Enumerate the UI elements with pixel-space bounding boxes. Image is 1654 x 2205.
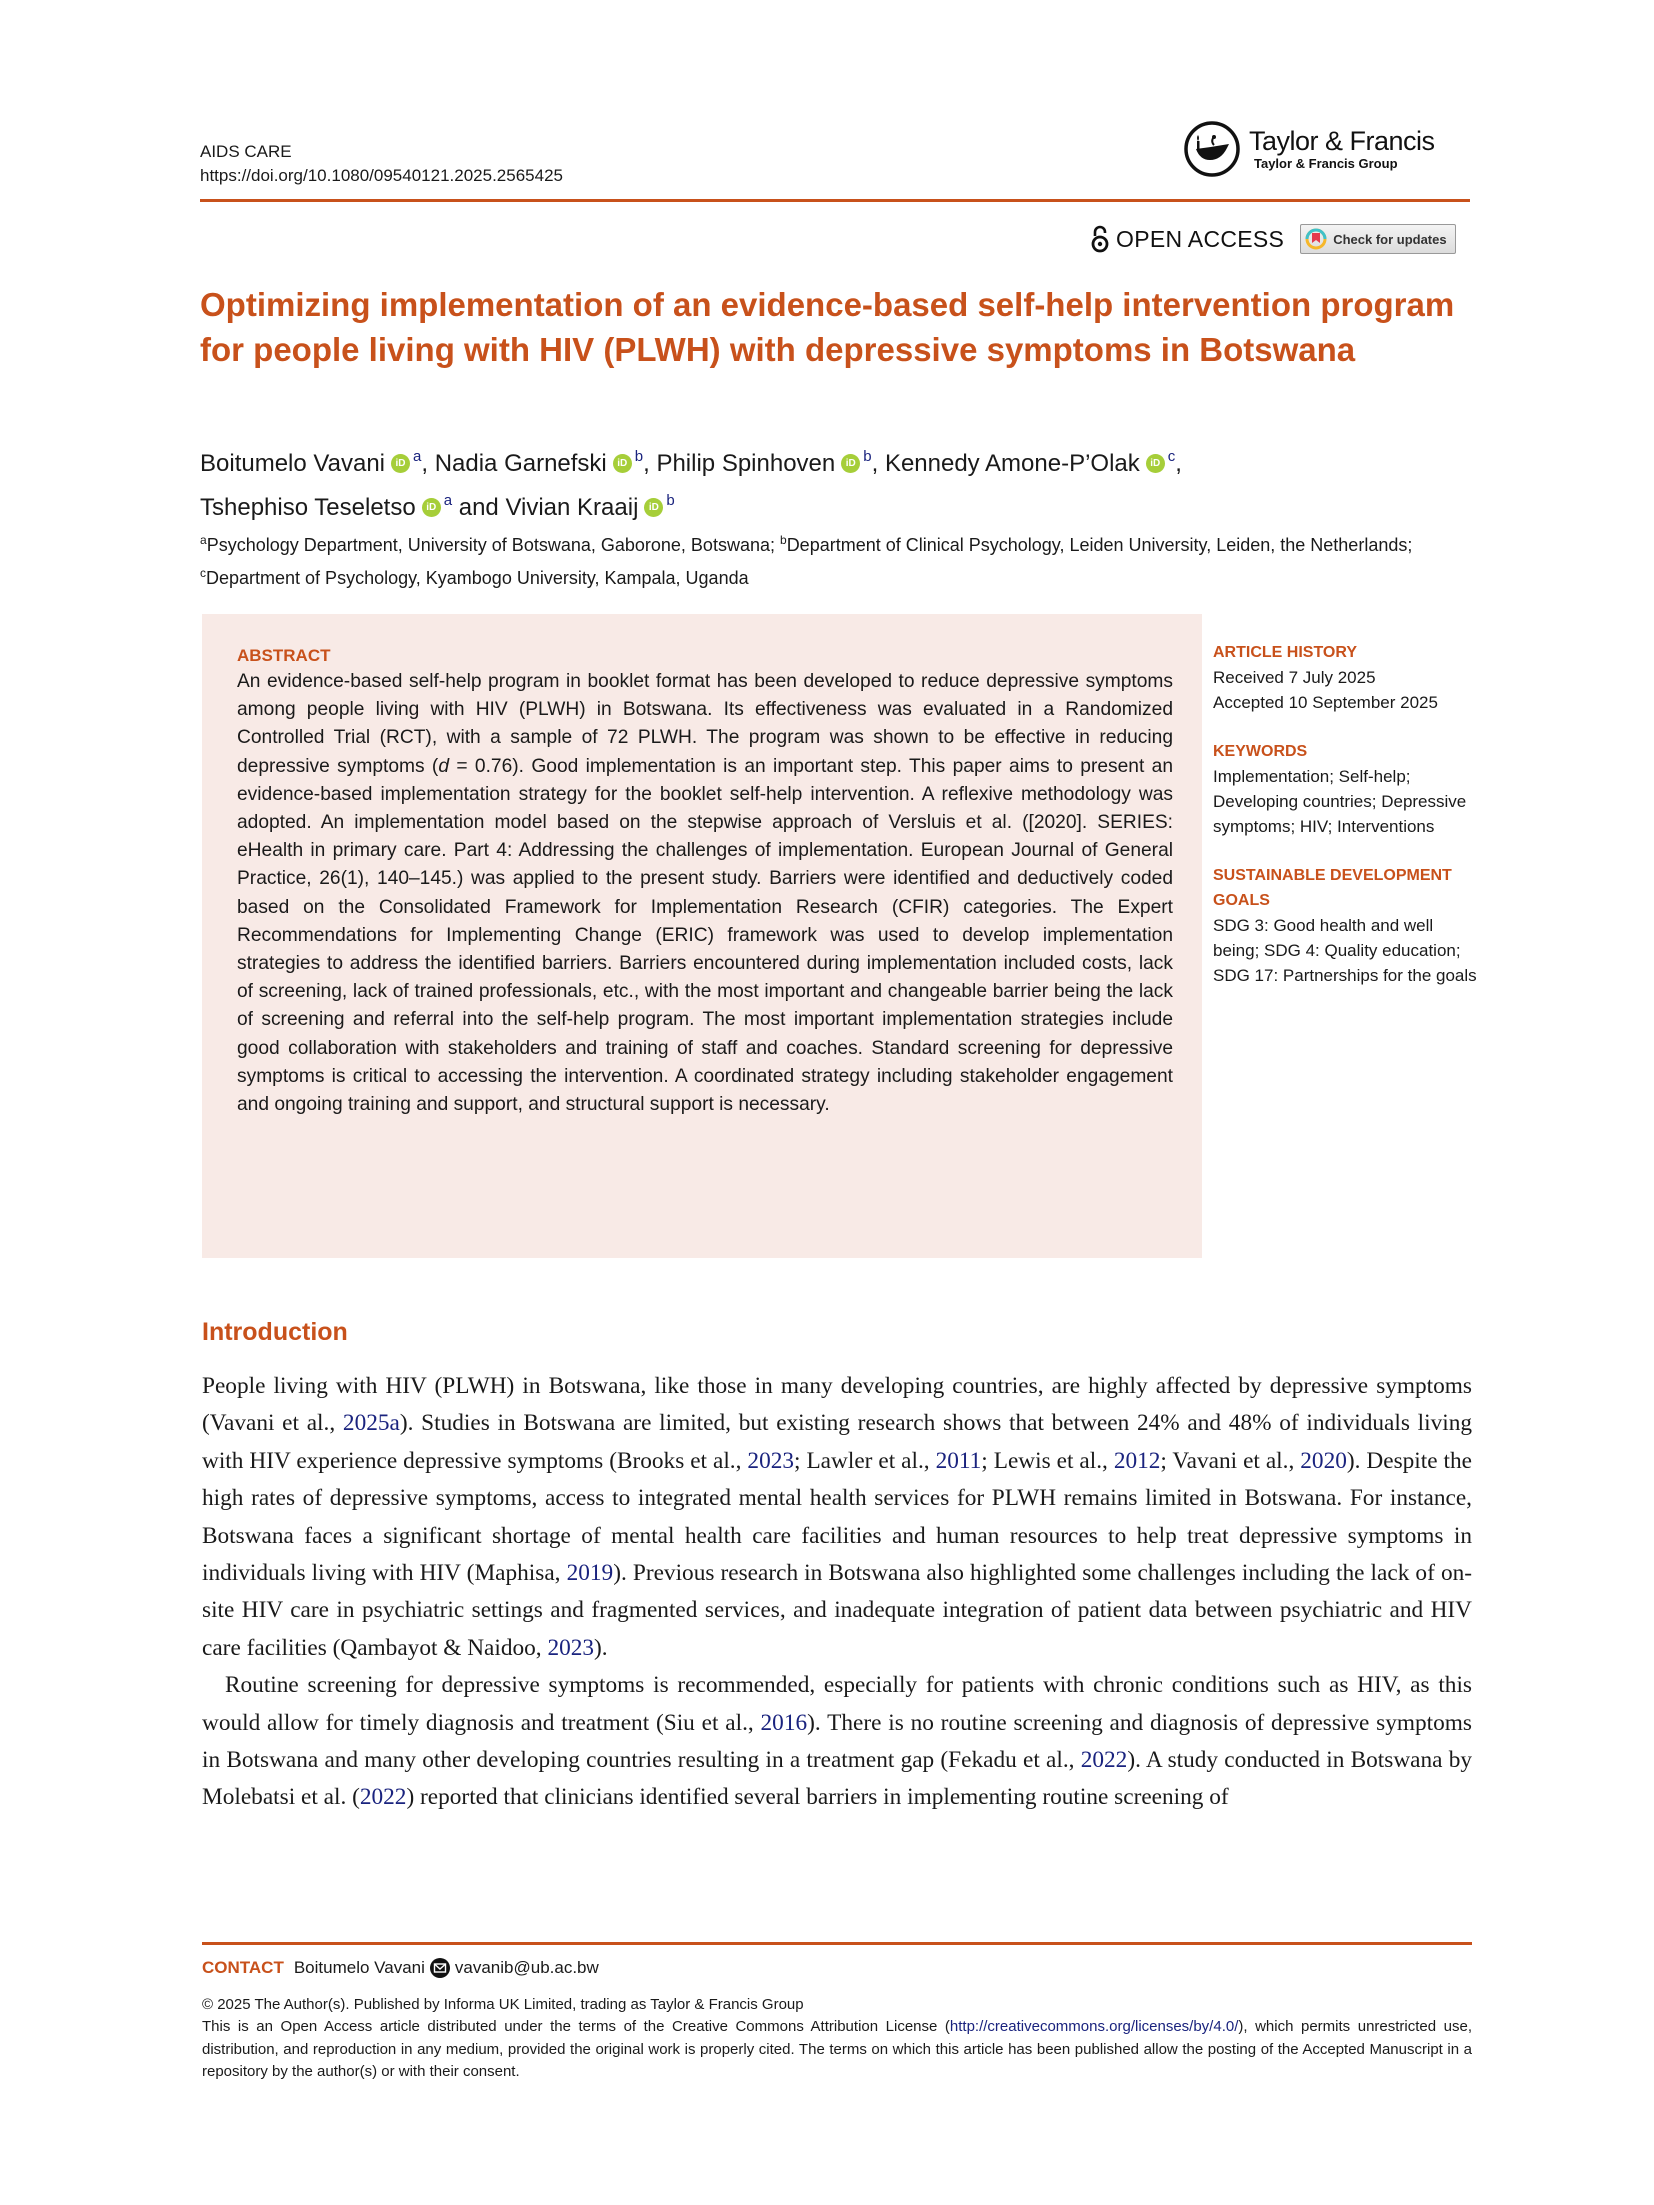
introduction-body [202,1368,1472,1817]
sdg-list: SDG 3: Good health and well being; SDG 4: Quality education; SDG 17: Partnerships for the goals [1213,916,1477,985]
affiliation-marker: a [443,492,453,509]
affiliation-marker: c [1167,448,1176,465]
orcid-icon[interactable]: iD [841,454,860,473]
publisher-logo [1183,120,1435,178]
affiliation-marker: b [666,492,675,509]
author [656,450,878,477]
citation-link[interactable]: 2016 [760,1709,808,1736]
open-access-lock-icon [1090,225,1110,253]
body-paragraph [202,1368,1472,1667]
author [505,494,674,521]
journal-name: AIDS CARE [200,142,292,161]
contact-label: CONTACT [202,1958,284,1977]
author-separator: , [1175,450,1182,477]
citation-link[interactable]: 2023 [547,1634,595,1661]
body-text-segment: ; Lawler et al., [794,1447,936,1474]
affiliation-key: a [200,533,207,547]
affiliation-text: Department of Psychology, Kyambogo University, Kampala, Uganda [206,568,749,588]
affiliation-text: Psychology Department, University of Botswana, Gaborone, Botswana; [206,535,775,555]
effect-size-symbol: d [438,755,449,777]
body-text-segment: ). Previous research in Botswana also highlighted some challenges including the lack of on-site HIV care in psychiatric settings and fragmented services, and inadequate integration of patient data between psychiatric and HIV care facilities (Qambayot & Naidoo, [202,1560,1472,1661]
contact-line [202,1956,599,1980]
citation-link[interactable]: 2011 [935,1447,982,1474]
affiliation-marker: b [634,448,644,465]
citation-link[interactable]: 2022 [1080,1747,1128,1774]
body-text-segment: ; Lewis et al., [981,1447,1114,1474]
article-info-sidebar [1213,640,1483,1012]
body-text-segment: ). There is no routine screening and diagnosis of depressive symptoms in Botswana and many other developing countries resulting in a treatment gap (Fekadu et al., [202,1709,1472,1774]
doi-link[interactable]: https://doi.org/10.1080/09540121.2025.2565425 [200,166,563,185]
license-url-link[interactable]: http://creativecommons.org/licenses/by/4.0/ [949,2018,1239,2035]
body-text-segment: ; Vavani et al., [1160,1447,1301,1474]
affiliations [200,526,1490,592]
sdg-heading: SUSTAINABLE DEVELOPMENT GOALS [1213,867,1452,909]
access-row [1090,224,1456,254]
taylor-francis-lamp-icon [1183,120,1241,178]
citation-link[interactable]: 2019 [566,1560,614,1587]
author [200,494,499,521]
received-date: Received 7 July 2025 [1213,668,1376,687]
abstract-text [237,668,1173,1119]
orcid-icon[interactable]: iD [391,454,410,473]
keywords-heading: KEYWORDS [1213,743,1308,760]
author [435,450,650,477]
affiliation-key: b [780,533,787,547]
introduction-heading: Introduction [202,1318,348,1346]
header-divider [200,199,1470,202]
orcid-icon[interactable]: iD [613,454,632,473]
citation-link[interactable]: 2012 [1113,1447,1161,1474]
body-text-segment: ). A study conducted in Botswana by Molebatsi et al. ( [202,1747,1472,1811]
author-name[interactable]: Vivian Kraaij [505,494,639,521]
body-paragraph [202,1667,1472,1817]
author [200,450,428,477]
body-text-segment: ). Despite the high rates of depressive symptoms, access to integrated mental health services for PLWH remains limited in Botswana. For instance, Botswana faces a significant shortage of mental health care facilities and human resources to help treat depressive symptoms in individuals living with HIV (Maphisa, [202,1447,1472,1587]
open-access-label: OPEN ACCESS [1116,225,1285,252]
author [885,450,1182,477]
abstract-box [202,614,1202,1258]
check-for-updates-label: Check for updates [1333,231,1447,247]
author-name[interactable]: Tshephiso Teseletso [200,494,416,521]
orcid-icon[interactable]: iD [644,498,663,517]
author-separator: , [421,450,429,477]
publisher-group: Taylor & Francis Group [1254,156,1398,171]
author-name[interactable]: Philip Spinhoven [656,450,836,477]
author-separator: and [452,494,499,521]
author-name[interactable]: Kennedy Amone-P’Olak [884,450,1140,477]
footer-divider [202,1942,1472,1945]
license-text: ), which permits unrestricted use, distribution, and reproduction in any medium, provided the original work is properly cited. The terms on which this article has been published allow the posting of the Accepted Manuscript in a repository by the author(s) or with their consent. [202,2018,1473,2080]
crossmark-icon [1305,228,1327,250]
author-separator: , [871,450,879,477]
abstract-text-part: = 0.76). Good implementation is an important step. This paper aims to present an evidence-based implementation strategy for the booklet self-help intervention. A reflexive methodology was adopted. An implementation model based on the stepwise approach of Versluis et al. ([2020]. SERIES: eHealth in primary care. Part 4: Addressing the challenges of implementation. European Journal of General Practice, 26(1), 140–145.) was applied to the present study. Barriers were identified and deductively coded based on the Consolidated Framework for Implementation Research (CFIR) categories. The Expert Recommendations for Implementing Change (ERIC) framework was used to develop implementation strategies to address the identified barriers. Barriers encountered during implementation included costs, lack of screening, lack of trained professionals, etc., with the most important and changeable barrier being the lack of screening and referral into the self-help program. The most important implementation strategies include good collaboration with stakeholders and training of staff and coaches. Standard screening for depressive symptoms is critical to accessing the intervention. A coordinated strategy including stakeholder engagement and ongoing training and support, and structural support is necessary. [237,755,1173,1116]
citation-link[interactable]: 2022 [359,1784,407,1811]
contact-name: Boitumelo Vavani [293,1958,425,1977]
article-title: Optimizing implementation of an evidence-based self-help intervention program for people living with HIV (PLWH) with depressive symptoms in Botswana [200,286,1455,368]
body-text-segment: ). [594,1634,608,1661]
author-list [200,438,1500,526]
body-text-segment: Routine screening for depressive symptoms is recommended, especially for patients with chronic conditions such as HIV, as this would allow for timely diagnosis and treatment (Siu et al., [202,1672,1472,1736]
affiliation-marker: a [413,448,422,465]
article-history-heading: ARTICLE HISTORY [1213,644,1358,661]
article-history [1213,665,1483,715]
affiliation-marker: b [863,448,872,465]
check-for-updates-button[interactable] [1300,224,1455,254]
copyright-notice: © 2025 The Author(s). Published by Informa UK Limited, trading as Taylor & Francis Group [202,1996,804,2013]
keywords: Implementation; Self-help; Developing countries; Depressive symptoms; HIV; Interventions [1213,767,1467,836]
body-text-segment: ). Studies in Botswana are limited, but existing research shows that between 24% and 48% of individuals living with HIV experience depressive symptoms (Brooks et al., [202,1410,1473,1474]
accepted-date: Accepted 10 September 2025 [1213,693,1438,712]
affiliation-text: Department of Clinical Psychology, Leiden University, Leiden, the Netherlands; [786,535,1413,555]
license-text: This is an Open Access article distributed under the terms of the Creative Commons Attribution License ( [202,2018,950,2035]
author-separator: , [643,450,650,477]
journal-header [200,140,563,188]
license-notice [202,2016,1472,2084]
orcid-icon[interactable]: iD [1146,454,1165,473]
affiliation-key: c [200,566,206,580]
author-name[interactable]: Nadia Garnefski [434,450,607,477]
contact-email-link[interactable]: vavanib@ub.ac.bw [454,1958,599,1977]
body-text-segment: ) reported that clinicians identified several barriers in implementing routine screening of [406,1784,1229,1811]
body-text-segment: People living with HIV (PLWH) in Botswana, like those in many developing countries, are highly affected by depressive symptoms (Vavani et al., [202,1373,1472,1437]
orcid-icon[interactable]: iD [422,498,441,517]
abstract-text-part: An evidence-based self-help program in booklet format has been developed to reduce depressive symptoms among people living with HIV (PLWH) in Botswana. Its effectiveness was evaluated in a Randomized Controlled Trial (RCT), with a sample of 72 PLWH. The program was shown to be effective in reducing depressive symptoms ( [237,671,1173,777]
citation-link[interactable]: 2025a [342,1410,400,1437]
citation-link[interactable]: 2023 [747,1447,795,1474]
publisher-name: Taylor & Francis [1249,126,1435,156]
citation-link[interactable]: 2020 [1300,1447,1347,1474]
email-icon [430,1958,450,1978]
author-name[interactable]: Boitumelo Vavani [200,450,385,477]
abstract-heading: ABSTRACT [237,646,331,665]
